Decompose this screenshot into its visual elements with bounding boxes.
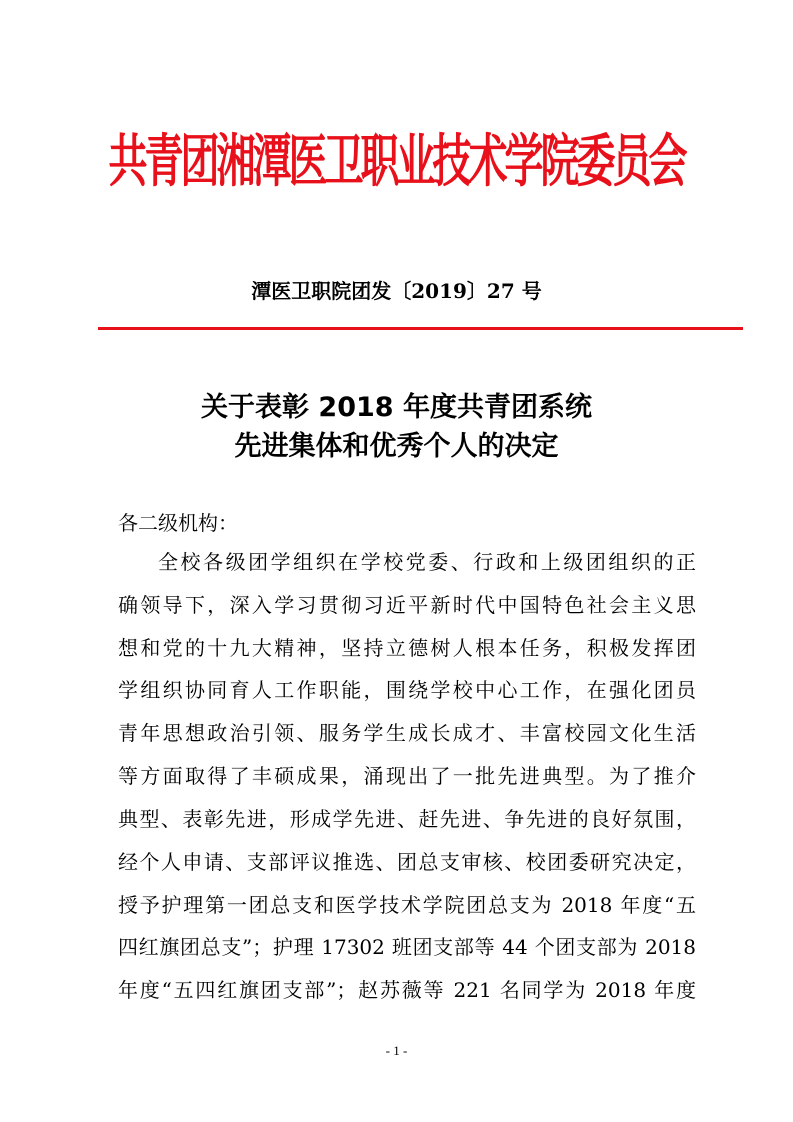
- org-header-title: 共青团湘潭医卫职业技术学院委员会: [108, 129, 685, 195]
- body-line-11: 年度“五四红旗团支部”；赵苏薇等 221 名同学为 2018 年度: [118, 978, 696, 1002]
- body-line-5: 青年思想政治引领、服务学生成长成才、丰富校园文化生活: [118, 721, 696, 745]
- page-number: - 1 -: [385, 1043, 408, 1058]
- body-line-6: 等方面取得了丰硕成果，涌现出了一批先进典型。为了推介: [118, 764, 696, 788]
- body-line-8: 经个人申请、支部评议推选、团总支审核、校团委研究决定，: [118, 850, 696, 874]
- body-line-4: 学组织协同育人工作职能，围绕学校中心工作，在强化团员: [118, 678, 696, 702]
- document-title-line-2: 先进集体和优秀个人的决定: [234, 431, 559, 462]
- salutation: 各二级机构：: [118, 511, 238, 535]
- body-line-9: 授予护理第一团总支和医学技术学院团总支为 2018 年度“五: [118, 893, 696, 917]
- body-line-1: 全校各级团学组织在学校党委、行政和上级团组织的正: [158, 550, 696, 574]
- document-number: 潭医卫职院团发〔2019〕27 号: [251, 279, 542, 303]
- document-title-line-1: 关于表彰 2018 年度共青团系统: [201, 392, 592, 423]
- body-line-2: 确领导下，深入学习贯彻习近平新时代中国特色社会主义思: [118, 593, 696, 617]
- body-line-10: 四红旗团总支”；护理 17302 班团支部等 44 个团支部为 2018: [118, 935, 696, 959]
- red-divider-line: [98, 327, 743, 330]
- body-line-7: 典型、表彰先进，形成学先进、赶先进、争先进的良好氛围，: [118, 807, 696, 831]
- body-line-3: 想和党的十九大精神，坚持立德树人根本任务，积极发挥团: [118, 636, 696, 660]
